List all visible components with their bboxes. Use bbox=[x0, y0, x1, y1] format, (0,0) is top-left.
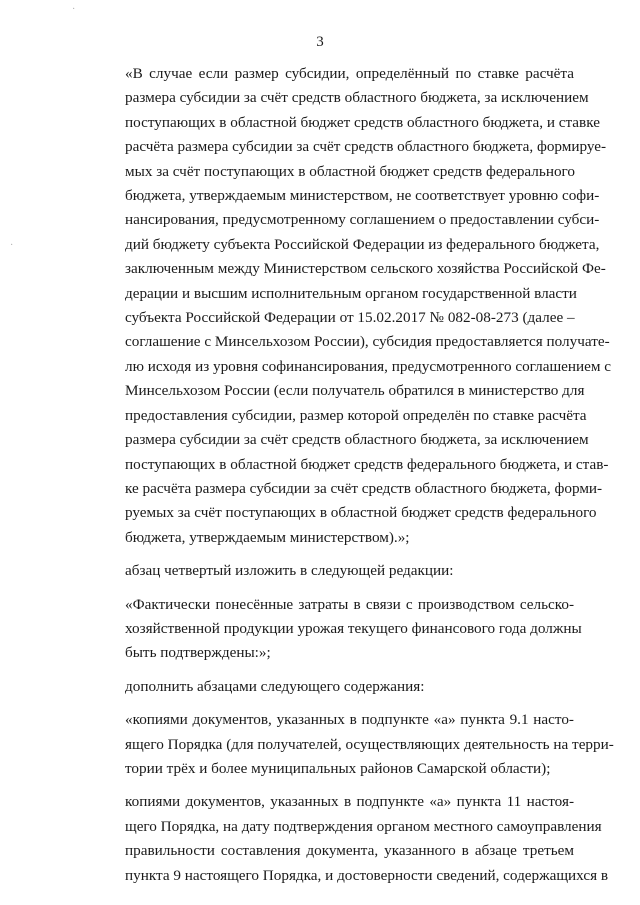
text-line: заключенным между Министерством сельского хозяйства Российской Фе- bbox=[125, 260, 606, 278]
paragraph bbox=[97, 559, 574, 583]
text-line: «копиями документов, указанных в подпункте «а» пункта 9.1 насто- bbox=[125, 711, 574, 729]
text-line: предоставления субсидии, размер которой определён по ставке расчёта bbox=[125, 406, 587, 424]
text-line: поступающих в областной бюджет средств областного бюджета, и ставке bbox=[125, 113, 600, 131]
paragraph bbox=[97, 593, 582, 666]
text-line: дополнить абзацами следующего содержания: bbox=[125, 677, 425, 695]
text-line: расчёта размера субсидии за счёт средств областного бюджета, формируе- bbox=[125, 138, 607, 156]
document-body bbox=[97, 62, 614, 888]
text-line: тории трёх и более муниципальных районов Самарской области); bbox=[125, 759, 551, 777]
text-line: «В случае если размер субсидии, определённый по ставке расчёта bbox=[125, 65, 574, 82]
text-line: ящего Порядка (для получателей, осуществляющих деятельность на терри- bbox=[125, 735, 614, 753]
text-line: абзац четвертый изложить в следующей редакции: bbox=[125, 562, 454, 580]
text-line: поступающих в областной бюджет средств федерального бюджета, и став- bbox=[125, 455, 609, 473]
text-line: копиями документов, указанных в подпункте «а» пункта 11 настоя- bbox=[125, 793, 574, 811]
text-line: правильности составления документа, указанного в абзаце третьем bbox=[125, 842, 574, 860]
text-line: мых за счёт поступающих в областной бюджет средств федерального bbox=[125, 162, 575, 180]
text-line: бюджета, утверждаемым министерством).»; bbox=[125, 528, 410, 546]
text-line: размера субсидии за счёт средств областного бюджета, за исключением bbox=[125, 431, 589, 449]
text-line: дерации и высшим исполнительным органом государственной власти bbox=[125, 284, 577, 302]
paragraph bbox=[97, 790, 609, 888]
text-line: щего Порядка, на дату подтверждения органом местного самоуправления bbox=[125, 817, 602, 835]
text-line: руемых за счёт поступающих в областной бюджет средств федерального bbox=[125, 504, 597, 522]
text-line: субъекта Российской Федерации от 15.02.2017 № 082-08-273 (далее – bbox=[125, 309, 575, 327]
text-line: «Фактически понесённые затраты в связи с производством сельско- bbox=[125, 595, 574, 613]
scan-mark: · bbox=[72, 4, 76, 15]
paragraph bbox=[97, 708, 614, 781]
text-line: размера субсидии за счёт средств областного бюджета, за исключением bbox=[125, 89, 589, 107]
page-number: 3 bbox=[316, 34, 324, 50]
text-line: бюджета, утверждаемым министерством, не соответствует уровню софи- bbox=[125, 187, 600, 205]
text-line: дий бюджету субъекта Российской Федерации из федерального бюджета, bbox=[125, 235, 600, 253]
text-line: Минсельхозом России (если получатель обратился в министерство для bbox=[125, 382, 585, 400]
text-line: лю исходя из уровня софинансирования, предусмотренного соглашением с bbox=[125, 357, 612, 375]
paragraph bbox=[97, 675, 574, 699]
text-line: быть подтверждены:»; bbox=[125, 644, 271, 662]
text-line: хозяйственной продукции урожая текущего финансового года должны bbox=[125, 619, 582, 637]
text-line: соглашение с Минсельхозом России), субсидия предоставляется получате- bbox=[125, 333, 610, 351]
text-line: ке расчёта размера субсидии за счёт средств областного бюджета, форми- bbox=[125, 479, 603, 497]
scan-mark: · bbox=[10, 240, 14, 251]
text-line: нансирования, предусмотренному соглашением о предоставлении субси- bbox=[125, 211, 600, 229]
paragraph bbox=[97, 62, 612, 550]
text-line: пункта 9 настоящего Порядка, и достоверности сведений, содержащихся в bbox=[125, 866, 609, 884]
